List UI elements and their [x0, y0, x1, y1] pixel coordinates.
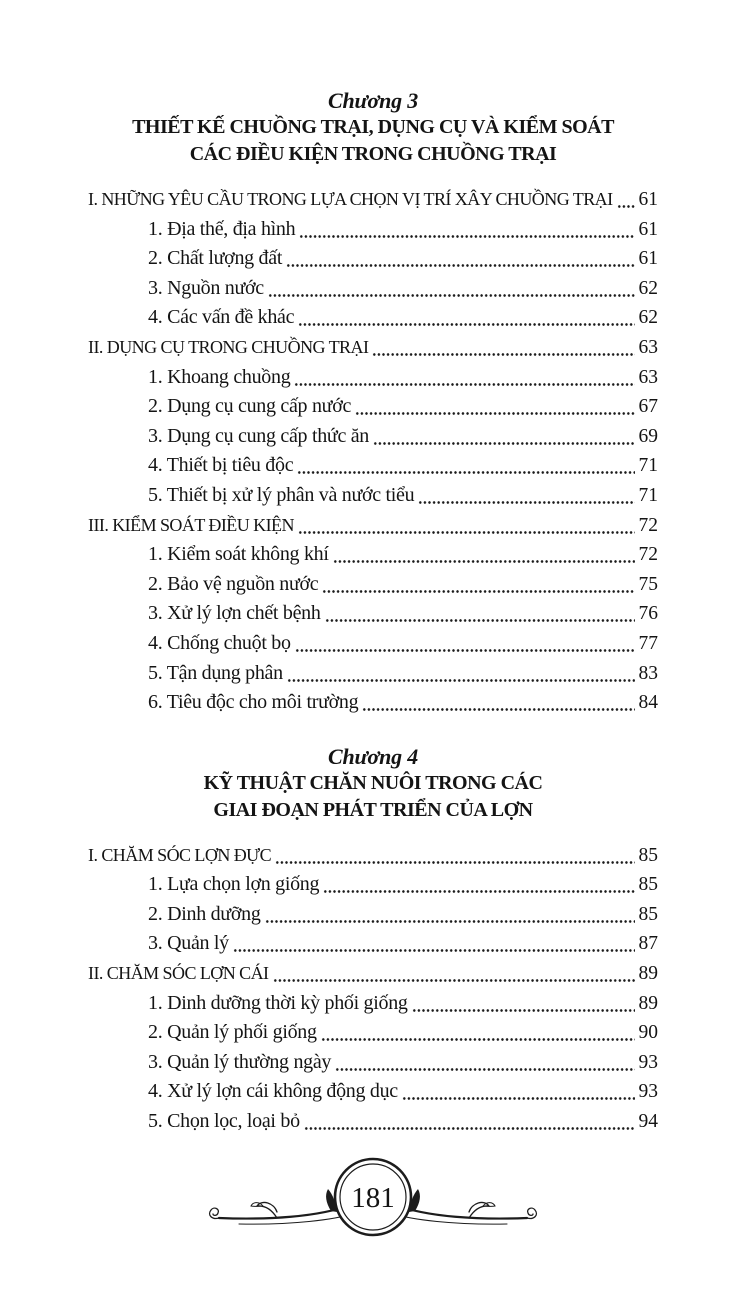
dot-leader: [373, 422, 635, 452]
chapter-label: Chương 3: [327, 88, 419, 113]
toc-entry: [88, 659, 658, 689]
ornament-flourish-right: [391, 1179, 536, 1224]
toc-entry-page-number: 71: [638, 455, 658, 477]
toc-entry-page-number: 83: [638, 662, 658, 684]
toc-entry-page-number: 87: [638, 933, 658, 955]
toc-entry-label: 2. Quản lý phối giống: [148, 1021, 317, 1044]
toc-entry: [88, 1048, 658, 1078]
chapter-header: [88, 88, 658, 168]
toc-entry: [88, 392, 658, 422]
toc-entry-label: 5. Thiết bị xử lý phân và nước tiểu: [148, 483, 415, 506]
toc-entry-page-number: 62: [638, 307, 658, 329]
dot-leader: [286, 244, 635, 274]
toc-entry-label: 2. Dinh dưỡng: [148, 902, 261, 925]
toc-entry: [88, 1107, 658, 1137]
dot-leader: [322, 570, 635, 600]
dot-leader: [325, 599, 635, 629]
toc-entry: [88, 841, 658, 871]
dot-leader: [287, 659, 635, 689]
toc-entry-page-number: 89: [638, 992, 658, 1014]
toc-entry-page-number: 85: [638, 903, 658, 925]
chapter-header: [88, 744, 658, 824]
toc-entry-label: 5. Tận dụng phân: [148, 661, 283, 684]
toc-entry-label: 1. Khoang chuồng: [148, 365, 291, 388]
toc-entry: [88, 900, 658, 930]
toc-entry-page-number: 89: [638, 963, 658, 985]
chapter-section: [88, 744, 658, 1137]
dot-leader: [617, 185, 635, 215]
toc-entry: [88, 599, 658, 629]
dot-leader: [275, 841, 635, 871]
dot-leader: [265, 900, 635, 930]
chapter-section: [88, 88, 658, 718]
toc-entry-page-number: 84: [638, 692, 658, 714]
toc-entry-page-number: 61: [638, 189, 658, 210]
toc-entry-page-number: 85: [638, 874, 658, 896]
toc-entry-page-number: 93: [638, 1051, 658, 1073]
toc-entry-label: II. CHĂM SÓC LỢN CÁI: [88, 963, 269, 984]
toc-entry-label: 1. Địa thế, địa hình: [148, 217, 296, 240]
toc-entry: [88, 333, 658, 363]
toc-entry-label: I. NHỮNG YÊU CẦU TRONG LỰA CHỌN VỊ TRÍ XÂY CHUỒNG TRẠI: [88, 189, 613, 209]
dot-leader: [372, 333, 635, 363]
dot-leader: [412, 989, 635, 1019]
dot-leader: [268, 274, 635, 304]
toc-entry-label: 3. Xử lý lợn chết bệnh: [148, 602, 321, 625]
toc-entry-label: 4. Thiết bị tiêu độc: [148, 454, 294, 477]
chapter-title: [88, 114, 658, 168]
chapter-label: Chương 4: [327, 743, 419, 769]
chapter-title: [88, 770, 658, 824]
toc-entry: [88, 481, 658, 511]
dot-leader: [321, 1018, 635, 1048]
toc-entry-label: II. DỤNG CỤ TRONG CHUỒNG TRẠI: [88, 336, 369, 357]
dot-leader: [233, 929, 635, 959]
toc-entry-page-number: 63: [638, 336, 658, 358]
dot-leader: [333, 540, 635, 570]
toc-entry-page-number: 75: [638, 573, 658, 595]
dot-leader: [273, 959, 635, 989]
toc-entry: [88, 629, 658, 659]
dot-leader: [323, 870, 635, 900]
toc-entry-label: 6. Tiêu độc cho môi trường: [148, 691, 359, 714]
toc-entry: [88, 959, 658, 989]
ornament-graphic: [203, 1151, 543, 1246]
page-number: 181: [351, 1181, 395, 1214]
dot-leader: [418, 481, 635, 511]
toc-entry: [88, 540, 658, 570]
dot-leader: [335, 1048, 635, 1078]
toc-entry-page-number: 61: [638, 218, 658, 240]
toc-entry: [88, 511, 658, 541]
toc-entry-label: 4. Các vấn đề khác: [148, 306, 295, 329]
toc-entry: [88, 422, 658, 452]
toc-entry-page-number: 62: [638, 277, 658, 299]
toc-entry: [88, 870, 658, 900]
toc-entry-page-number: 77: [638, 632, 658, 654]
toc-entry: [88, 929, 658, 959]
dot-leader: [298, 303, 635, 333]
toc-entry: [88, 1018, 658, 1048]
toc-entry-label: 3. Nguồn nước: [148, 276, 264, 299]
toc-entry-page-number: 67: [638, 396, 658, 418]
toc-entry-page-number: 61: [638, 248, 658, 270]
toc-entry: [88, 989, 658, 1019]
dot-leader: [355, 392, 635, 422]
toc-entry-page-number: 90: [638, 1022, 658, 1044]
toc-entry-label: 5. Chọn lọc, loại bỏ: [148, 1110, 300, 1133]
toc-entry-label: 1. Lựa chọn lợn giống: [148, 873, 320, 896]
toc-entry-label: 3. Quản lý: [148, 932, 229, 955]
dot-leader: [295, 629, 635, 659]
toc-entry-page-number: 85: [638, 844, 658, 866]
toc-entry-label: 3. Dụng cụ cung cấp thức ăn: [148, 424, 370, 447]
toc-entry: [88, 303, 658, 333]
toc-entry: [88, 363, 658, 393]
toc-entry: [88, 215, 658, 245]
dot-leader: [304, 1107, 635, 1137]
ornament-flourish-left: [210, 1179, 355, 1224]
toc-entry-page-number: 72: [638, 514, 658, 536]
toc-entry: [88, 451, 658, 481]
toc-entry-label: 2. Chất lượng đất: [148, 247, 283, 270]
chapter-title-line: THIẾT KẾ CHUỒNG TRẠI, DỤNG CỤ VÀ KIỂM SOÁT: [132, 116, 614, 138]
toc-entry-page-number: 71: [638, 484, 658, 506]
dot-leader: [402, 1077, 635, 1107]
dot-leader: [294, 363, 635, 393]
toc-entry-label: 1. Dinh dưỡng thời kỳ phối giống: [148, 991, 408, 1014]
toc-entry-label: 2. Bảo vệ nguồn nước: [148, 572, 319, 595]
toc-entry: [88, 688, 658, 718]
chapter-entries: [88, 185, 658, 718]
toc-root: [88, 88, 658, 1137]
toc-entry: [88, 244, 658, 274]
toc-entry-label: 1. Kiểm soát không khí: [148, 543, 329, 566]
dot-leader: [297, 451, 635, 481]
toc-entry: [88, 1077, 658, 1107]
toc-entry-label: I. CHĂM SÓC LỢN ĐỰC: [88, 844, 272, 865]
toc-entry-label: 2. Dụng cụ cung cấp nước: [148, 395, 352, 418]
chapter-title-line: GIAI ĐOẠN PHÁT TRIỂN CỦA LỢN: [213, 798, 533, 821]
page-footer-ornament: [88, 1151, 658, 1246]
chapter-title-line: CÁC ĐIỀU KIỆN TRONG CHUỒNG TRẠI: [189, 143, 557, 165]
toc-entry-page-number: 94: [638, 1111, 658, 1133]
toc-entry-page-number: 63: [638, 366, 658, 388]
chapter-title-line: KỸ THUẬT CHĂN NUÔI TRONG CÁC: [203, 771, 543, 794]
toc-entry-page-number: 69: [638, 425, 658, 447]
dot-leader: [298, 511, 635, 541]
toc-entry-page-number: 76: [638, 603, 658, 625]
toc-entry-label: III. KIỂM SOÁT ĐIỀU KIỆN: [88, 514, 294, 535]
toc-entry-page-number: 93: [638, 1081, 658, 1103]
toc-entry: [88, 570, 658, 600]
toc-entry-label: 4. Chống chuột bọ: [148, 631, 291, 654]
toc-entry-label: 4. Xử lý lợn cái không động dục: [148, 1080, 398, 1103]
toc-entry: [88, 185, 658, 215]
toc-entry-label: 3. Quản lý thường ngày: [148, 1050, 332, 1073]
toc-entry-page-number: 72: [638, 544, 658, 566]
toc-entry: [88, 274, 658, 304]
chapter-entries: [88, 841, 658, 1137]
dot-leader: [299, 215, 635, 245]
dot-leader: [362, 688, 635, 718]
